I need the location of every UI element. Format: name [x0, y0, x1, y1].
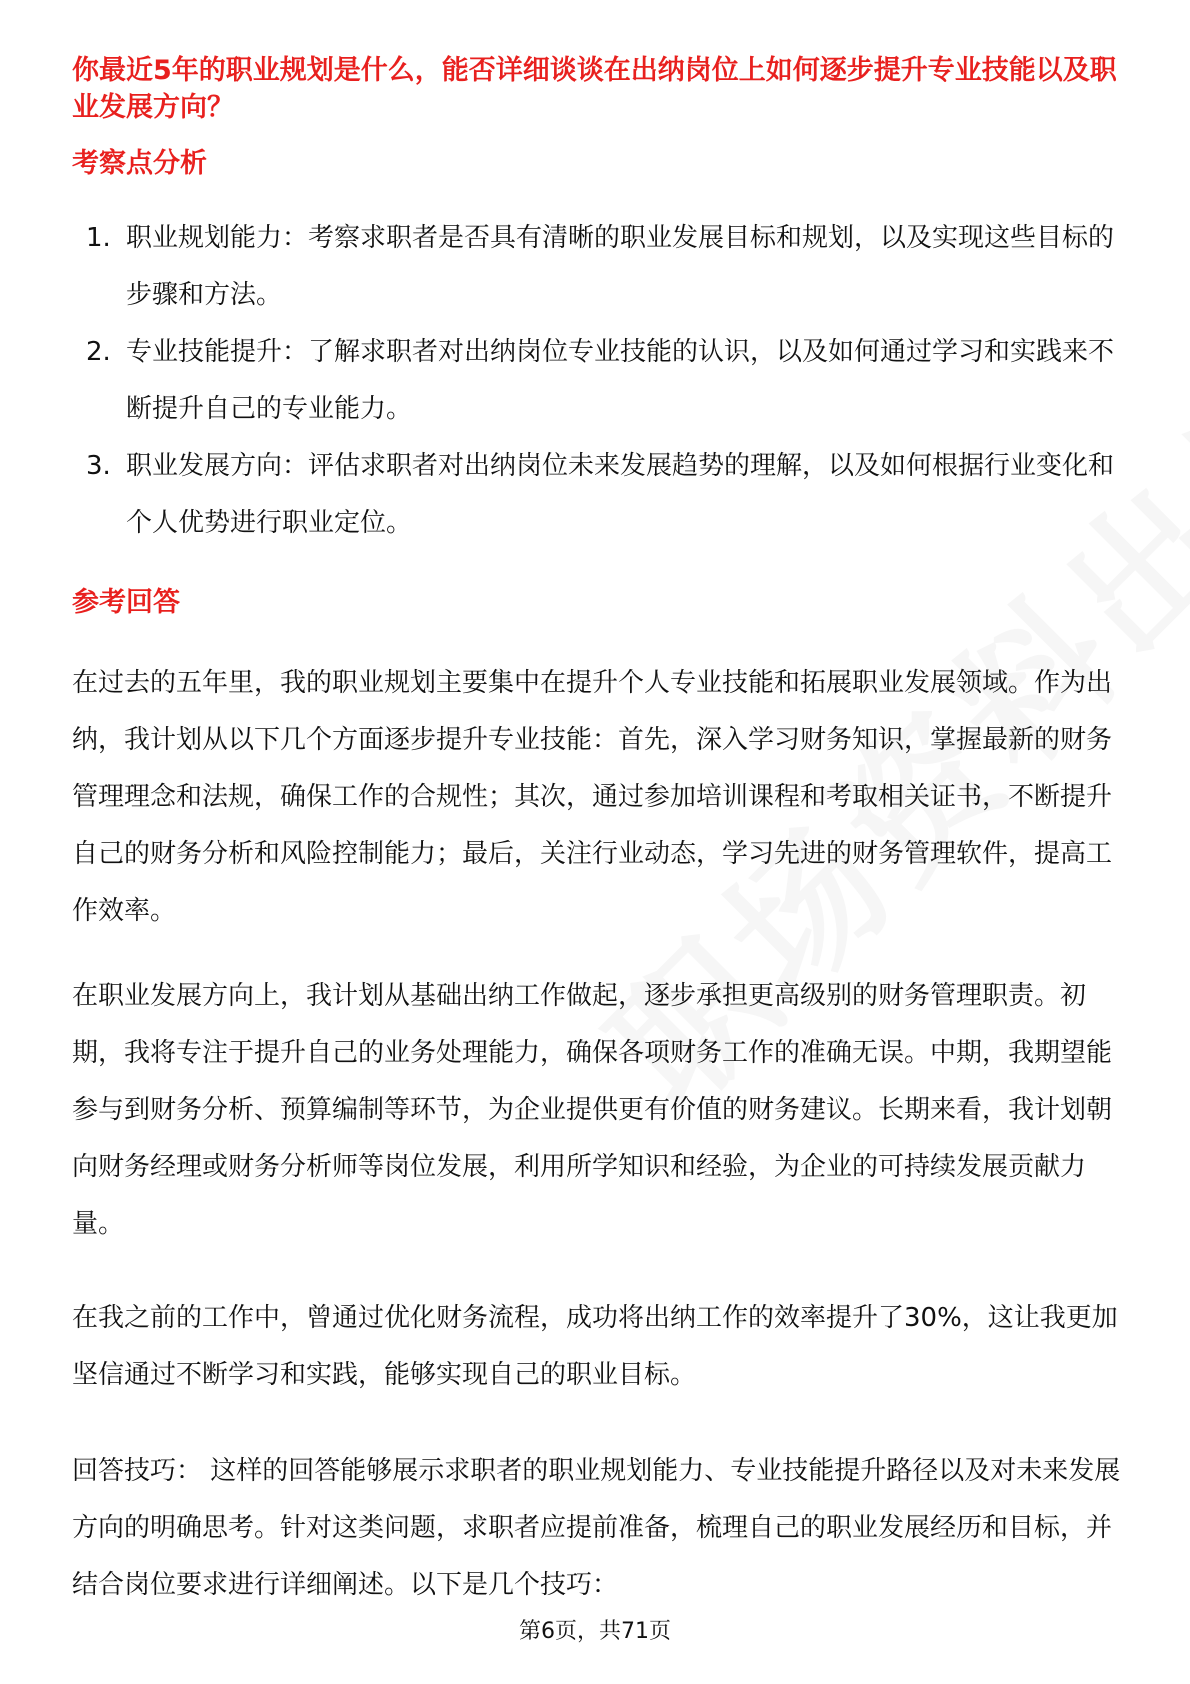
analysis-item-text: 职业发展方向：评估求职者对出纳岗位未来发展趋势的理解，以及如何根据行业变化和个人优势进行职业定位。 — [126, 451, 1115, 538]
analysis-item-number: 2. — [86, 337, 111, 367]
analysis-item — [72, 324, 1122, 438]
question-heading: 你最近5年的职业规划是什么，能否详细谈谈在出纳岗位上如何逐步提升专业技能以及职业发展方向？ — [72, 55, 1117, 123]
analysis-item-number: 3. — [86, 451, 111, 481]
answer-paragraph: 在我之前的工作中，曾通过优化财务流程，成功将出纳工作的效率提升了30%，这让我更加坚信通过不断学习和实践，能够实现自己的职业目标。 — [72, 1303, 1118, 1390]
analysis-item — [72, 438, 1122, 552]
analysis-list — [72, 210, 1122, 552]
analysis-item — [72, 210, 1122, 324]
analysis-title: 考察点分析 — [72, 148, 207, 179]
answer-paragraph: 在职业发展方向上，我计划从基础出纳工作做起，逐步承担更高级别的财务管理职责。初期，我将专注于提升自己的业务处理能力，确保各项财务工作的准确无误。中期，我期望能参与到财务分析、预算编制等环节，为企业提供更有价值的财务建议。长期来看，我计划朝向财务经理或财务分析师等岗位发展，利用所学知识和经验，为企业的可持续发展贡献力量。 — [72, 981, 1113, 1239]
analysis-item-number: 1. — [86, 223, 111, 253]
answer-title: 参考回答 — [72, 587, 180, 618]
answer-tips-paragraph: 回答技巧： 这样的回答能够展示求职者的职业规划能力、专业技能提升路径以及对未来发展方向的明确思考。针对这类问题，求职者应提前准备，梳理自己的职业发展经历和目标，并结合岗位要求进行详细阐述。以下是几个技巧： — [72, 1456, 1121, 1600]
analysis-item-text: 职业规划能力：考察求职者是否具有清晰的职业发展目标和规划，以及实现这些目标的步骤和方法。 — [126, 223, 1115, 310]
analysis-item-text: 专业技能提升：了解求职者对出纳岗位专业技能的认识，以及如何通过学习和实践来不断提升自己的专业能力。 — [126, 337, 1115, 424]
page-number-footer: 第6页，共71页 — [519, 1619, 671, 1644]
answer-paragraph: 在过去的五年里，我的职业规划主要集中在提升个人专业技能和拓展职业发展领域。作为出纳，我计划从以下几个方面逐步提升专业技能：首先，深入学习财务知识，掌握最新的财务管理理念和法规，确保工作的合规性；其次，通过参加培训课程和考取相关证书，不断提升自己的财务分析和风险控制能力；最后，关注行业动态，学习先进的财务管理软件，提高工作效率。 — [72, 668, 1113, 926]
